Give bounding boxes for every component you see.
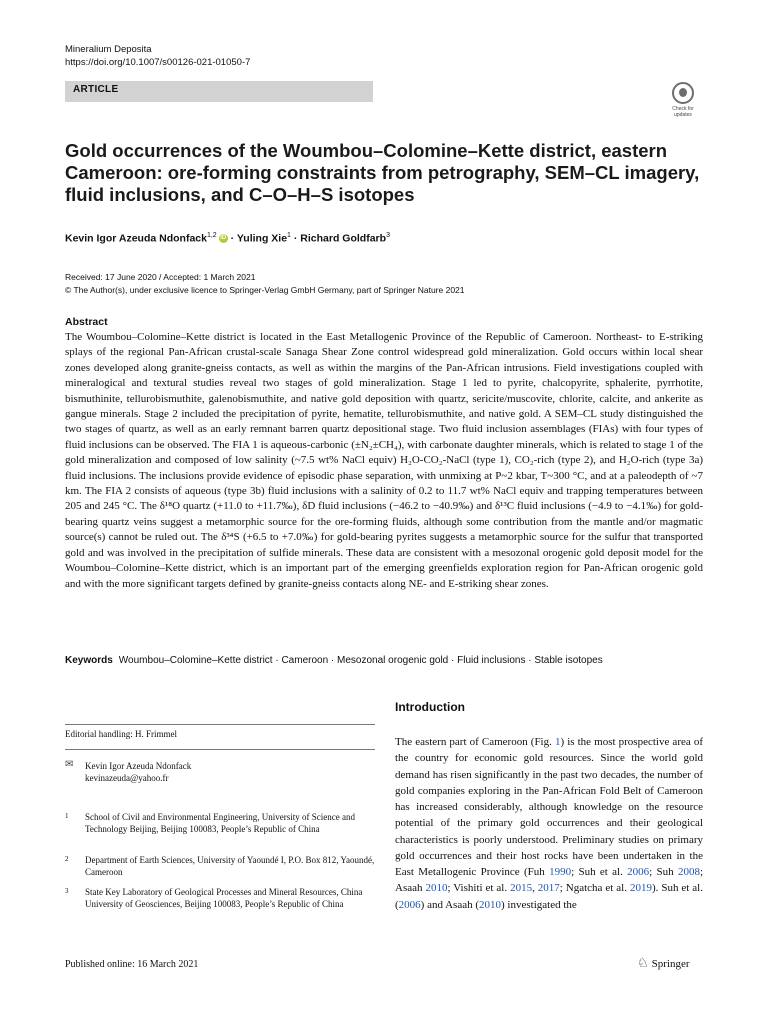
intro-text: ) is the most prospective area of the country for economic gold resources. Since the world gold demand has risen significantly in the past two decades, the number of gold companies exploring in the Pan-African Fold Belt of Cameroon has increased considerably, although knowledge on the resource potential of the primary gold occurrences and their geological characteristics is poorly understood. Preliminary studies on primary gold occurrences and their host rocks have been undertaken in the East Metallogenic Province (Fuh: [395, 736, 703, 878]
article-type-banner: [65, 81, 373, 102]
affiliation-text: State Key Laboratory of Geological Processes and Mineral Resources, China University of Geosciences, Beijing 100083, People’s Republic of China: [85, 887, 363, 909]
author-name[interactable]: Kevin Igor Azeuda Ndonfack: [65, 232, 207, 245]
affiliation-text: School of Civil and Environmental Engineering, University of Science and Technology Beijing, Beijing 100083, People’s Republic of China: [85, 812, 355, 834]
corresponding-author: [85, 760, 191, 784]
check-for-updates-badge[interactable]: [664, 82, 702, 120]
introduction-body: [395, 734, 703, 913]
intro-text: The eastern part of Cameroon (Fig.: [395, 736, 555, 748]
publisher-logo[interactable]: [637, 955, 690, 971]
author-separator: ·: [293, 232, 301, 245]
author-affiliation: 3: [386, 232, 390, 239]
keywords-label: Keywords: [65, 655, 113, 666]
author-separator: ·: [230, 232, 237, 245]
contact-name: Kevin Igor Azeuda Ndonfack: [85, 761, 192, 771]
intro-text: ) investigated the: [501, 898, 577, 911]
citation-link[interactable]: 2017: [537, 882, 560, 895]
journal-header: [65, 43, 250, 69]
introduction-heading: Introduction: [395, 700, 465, 714]
article-title: Gold occurrences of the Woumbou–Colomine–Kette district, eastern Cameroon: ore-forming constraints from petrography, SEM–CL imagery, fluid inclusions, and C–O–H–S isotopes: [65, 140, 700, 205]
keywords-line: [65, 655, 715, 666]
contact-email[interactable]: kevinazeuda@yahoo.fr: [85, 773, 169, 783]
envelope-icon: ✉: [65, 759, 74, 770]
article-dates: [65, 271, 465, 297]
introduction-paragraph: [395, 734, 703, 913]
intro-text: ; Asaah: [395, 866, 703, 895]
citation-link[interactable]: 2008: [677, 866, 700, 878]
citation-link[interactable]: 1990: [549, 866, 572, 878]
article-type-label: ARTICLE: [73, 84, 119, 95]
intro-text: ,: [532, 882, 538, 895]
figure-link[interactable]: 1: [554, 736, 561, 748]
intro-text: ; Suh: [649, 866, 678, 878]
affiliation-text: Department of Earth Sciences, University of Yaoundé I, P.O. Box 812, Yaoundé, Cameroon: [85, 855, 375, 877]
keywords-text: Woumbou–Colomine–Kette district · Cameroon · Mesozonal orogenic gold · Fluid inclusions · Stable isotopes: [118, 655, 603, 666]
doi-link[interactable]: https://doi.org/10.1007/s00126-021-01050-7: [65, 57, 251, 68]
citation-link[interactable]: 2010: [479, 898, 502, 911]
editorial-handling: Editorial handling: H. Frimmel: [65, 729, 177, 739]
author-affiliation: 1: [287, 232, 291, 239]
author-name[interactable]: Richard Goldfarb: [300, 232, 387, 245]
citation-link[interactable]: 2006: [398, 898, 421, 911]
abstract-heading: Abstract: [65, 316, 108, 328]
abstract-text: The Woumbou–Colomine–Kette district is located in the East Metallogenic Province of the Republic of Cameroon. Northeast- to E-striking splays of the regional Pan-African crustal-scale Sanaga Shear Zone control widespread gold mineralization. Gold occurs within local shear zones developed along granite-gneiss contacts, as well as within the margins of the Pan-African intrusions. Field investigations coupled with mineralogical and textural studies reveal two stages of gold mineralization. Stage 1 led to pyrite, chalcopyrite, sphalerite, pyrrhotite, bismuthinite, tellurobismuthite, galenobismuthite, and native gold deposition with quartz, sericite/muscovite, chlorite, calcite, and ankerite as gangue minerals. Stage 2 included the precipitation of pyrite, hematite, tellurobismuthite, and native gold. A SEM–CL study distinguished the two stages of quartz, as well as an early remnant barren quartz depositional stage. Two fluid inclusion assemblages (FIAs) with four types of fluid inclusions can be observed. The FIA 1 is aqueous-carbonic (±N₂±CH₄), with carbonate daughter minerals, which is related to stage 1 of the gold mineralization and composed of low salinity (~7.5 wt% NaCl equiv) H₂O-CO₂-NaCl (type 1), CO₂-rich (type 2), and H₂O-rich (type 3a) fluid inclusions. The inclusions provide evidence of episodic phase separation, with unmixing at P~2 kbar, T~300 °C, and at a paleodepth of ~7 km. The FIA 2 consists of aqueous (type 3b) fluid inclusions with a salinity of 0.2 to 11.7 wt% NaCl equiv and trapping temperatures between 205 and 245 °C. The δ¹⁸O quartz (+11.0 to +11.7‰), δD fluid inclusions (−46.2 to −40.9‰) and δ¹³C fluid inclusions (−4.9 to −4.1‰) for gold-bearing quartz veins suggest a metamorphic source for the ore-forming fluids, although some contribution from the mantle and/or magmatic source(s) cannot be ruled out. The δ³⁴S (+6.5 to +7.0‰) for gold-bearing pyrites suggests a metamorphic source for the sulfur that transported gold and was involved in the precipitation of sulfide minerals. These data are consistent with a mesozonal orogenic gold deposit model for the Woumbou–Colomine–Kette district, which is an important part of the emerging greenfields exploration region for Pan-African orogenic gold and with the more significant targets defined by granite-gneiss contacts along NE- and E-striking shear zones.: [65, 331, 703, 590]
affiliation-number: 1: [65, 812, 69, 820]
published-online: Published online: 16 March 2021: [65, 959, 199, 970]
citation-link[interactable]: 2006: [627, 866, 650, 878]
affiliation-number: 2: [65, 855, 69, 863]
intro-text: ; Ngatcha et al.: [559, 882, 630, 895]
abstract-body: [65, 330, 703, 592]
citation-link[interactable]: 2015: [510, 882, 533, 895]
received-accepted: Received: 17 June 2020 / Accepted: 1 March 2021: [65, 272, 256, 282]
orcid-icon[interactable]: iD: [220, 235, 227, 242]
publisher-name: Springer: [651, 958, 690, 970]
author-affiliation: 1,2: [206, 232, 217, 239]
intro-text: ; Suh et al.: [571, 866, 628, 878]
check-updates-label: Check for updates: [672, 106, 694, 118]
affiliation-number: 3: [65, 887, 69, 895]
author-list: [65, 232, 390, 245]
footnote-divider: [65, 749, 375, 750]
citation-link[interactable]: 2010: [425, 882, 448, 895]
check-updates-icon: [672, 82, 694, 104]
springer-horse-icon: ♘: [637, 955, 649, 970]
footnote-divider: [65, 724, 375, 725]
journal-name: Mineralium Deposita: [65, 44, 152, 55]
intro-text: ). Suh et al. (: [395, 882, 703, 911]
intro-text: ) and Asaah (: [420, 898, 480, 911]
citation-link[interactable]: 2019: [629, 882, 652, 895]
copyright-line: © The Author(s), under exclusive licence to Springer-Verlag GmbH Germany, part of Springer Nature 2021: [65, 285, 465, 295]
author-name[interactable]: Yuling Xie: [236, 232, 288, 245]
intro-text: ; Vishiti et al.: [447, 882, 511, 895]
